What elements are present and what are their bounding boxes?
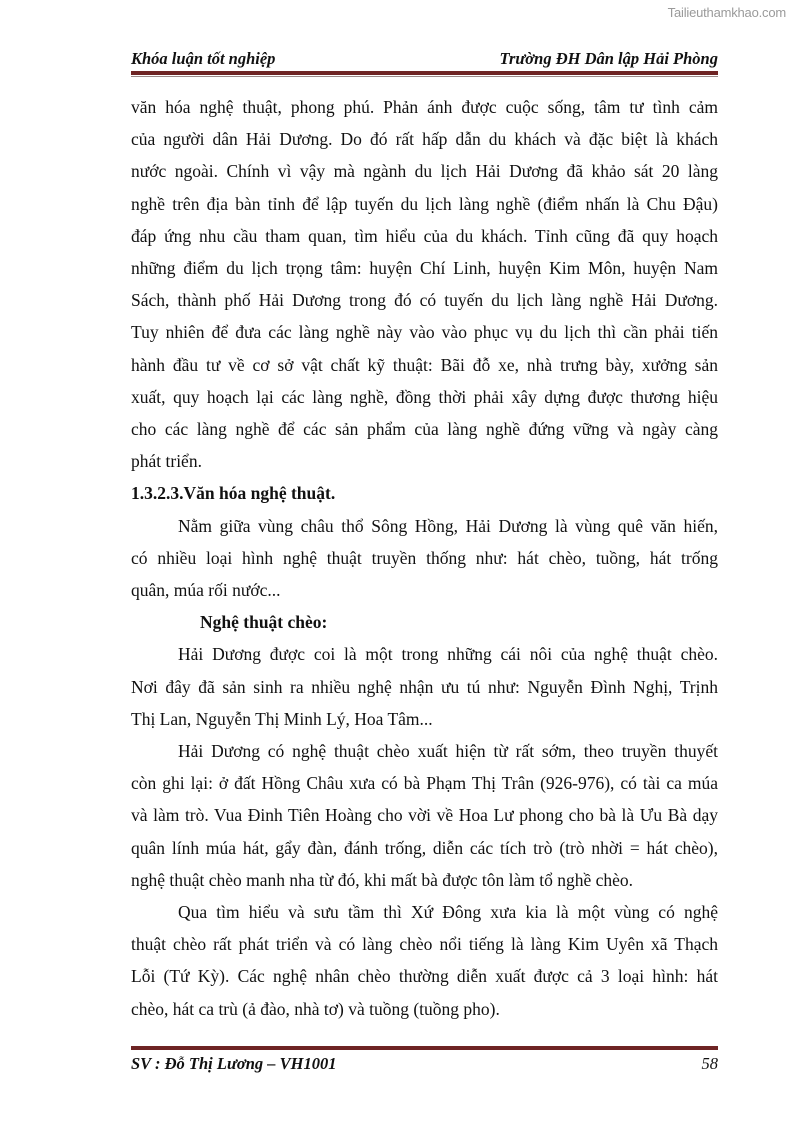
text-line: phát triển. [131,451,202,472]
text-line: những điểm du lịch trọng tâm: huyện Chí Linh, huyện Kim Môn, huyện Nam [131,258,718,279]
text-line: Qua tìm hiểu và sưu tầm thì Xứ Đông xưa kia là một vùng có nghệ [178,902,718,923]
text-line: chèo, hát ca trù (ả đào, nhà tơ) và tuồng (tuồng pho). [131,998,500,1019]
text-line: quân lính múa hát, gẩy đàn, đánh trống, diễn các tích trò (trò nhời = hát chèo), [131,837,718,858]
text-line: nghề trên địa bàn tỉnh để lập tuyến du lịch làng nghề (điểm nhấn là Chu Đậu) [131,193,718,214]
text-line: Hải Dương có nghệ thuật chèo xuất hiện từ rất sớm, theo truyền thuyết [178,741,718,762]
page-footer [131,1054,718,1076]
text-line: Tuy nhiên để đưa các làng nghề này vào vào phục vụ du lịch thì cần phải tiến [131,322,718,343]
text-line: của người dân Hải Dương. Do đó rất hấp dẫn du khách và đặc biệt là khách [131,129,718,150]
text-line: cho các làng nghề để các sản phẩm của làng nghề đứng vững và ngày càng [131,419,718,440]
paragraph [131,735,718,896]
paragraph [131,91,718,477]
header-left: Khóa luận tốt nghiệp [131,49,276,68]
section-heading: 1.3.2.3.Văn hóa nghệ thuật. [131,483,336,504]
text-line: nghệ thuật chèo manh nha từ đó, khi mất bà được tôn làm tổ nghề chèo. [131,869,634,890]
page-header [131,49,718,71]
header-right: Trường ĐH Dân lập Hải Phòng [499,49,718,68]
watermark: Tailieuthamkhao.com [667,5,786,20]
text-line: quân, múa rối nước... [131,580,281,601]
text-line: nước ngoài. Chính vì vậy mà ngành du lịch Hải Dương đã khảo sát 20 làng [131,161,718,182]
document-body [131,91,718,1025]
header-rule [131,71,718,77]
paragraph [131,896,718,1025]
paragraph [131,510,718,607]
subheading: Nghệ thuật chèo: [200,612,328,633]
text-line: có nhiều loại hình nghệ thuật truyền thống như: hát chèo, tuồng, hát trống [131,547,718,568]
text-line: hành đầu tư về cơ sở vật chất kỹ thuật: Bãi đỗ xe, nhà trưng bày, xưởng sản [131,354,718,375]
text-line: Sách, thành phố Hải Dương trong đó có tuyến du lịch làng nghề Hải Dương. [131,290,718,311]
text-line: còn ghi lại: ở đất Hồng Châu xưa có bà Phạm Thị Trân (926-976), có tài ca múa [131,773,718,794]
paragraph [131,638,718,735]
footer-author: SV : Đỗ Thị Lương – VH1001 [131,1054,337,1073]
text-line: xuất, quy hoạch lại các làng nghề, đồng thời phải xây dựng được thương hiệu [131,386,718,407]
text-line: và làm trò. Vua Đinh Tiên Hoàng cho vời về Hoa Lư phong cho bà là Ưu Bà dạy [131,805,718,826]
text-line: Nằm giữa vùng châu thổ Sông Hồng, Hải Dương là vùng quê văn hiến, [178,515,718,536]
text-line: đáp ứng nhu cầu tham quan, tìm hiểu của du khách. Tỉnh cũng đã quy hoạch [131,225,718,246]
text-line: Hải Dương được coi là một trong những cái nôi của nghệ thuật chèo. [178,644,718,665]
text-line: Nơi đây đã sản sinh ra nhiều nghệ nhận ưu tú như: Nguyễn Đình Nghị, Trịnh [131,676,718,697]
text-line: thuật chèo rất phát triển và có làng chèo nổi tiếng là làng Kim Uyên xã Thạch [131,934,718,955]
footer-rule [131,1046,718,1050]
text-line: văn hóa nghệ thuật, phong phú. Phản ánh được cuộc sống, tâm tư tình cảm [131,97,718,117]
text-line: Thị Lan, Nguyễn Thị Minh Lý, Hoa Tâm... [131,708,433,729]
text-line: Lỗi (Tứ Kỳ). Các nghệ nhân chèo thường diễn xuất được cả 3 loại hình: hát [131,966,718,987]
page-number: 58 [701,1054,718,1073]
